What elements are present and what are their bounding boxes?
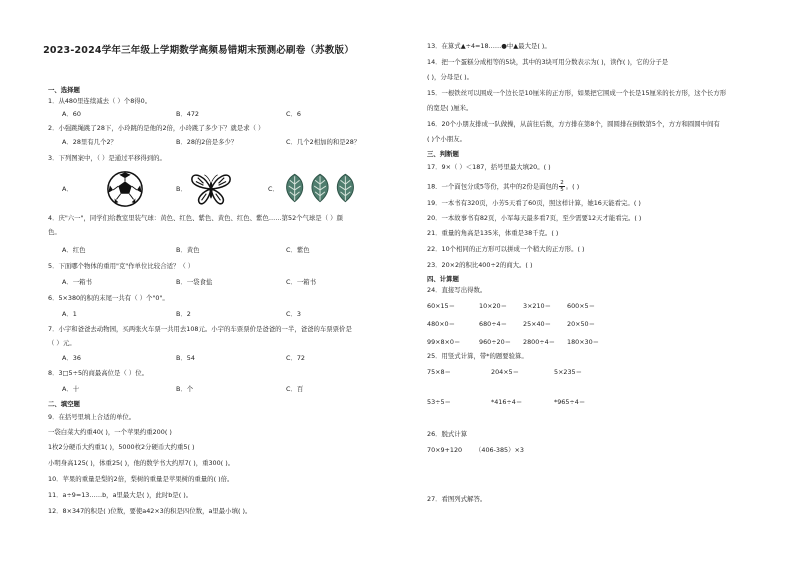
q24-row1-item1: 60×15＝ [427,302,456,310]
question-17: 17．9×（ ）＜187，括号里最大填20。( ) [427,163,551,171]
q24-row2-item3: 25×40＝ [523,320,552,328]
section-judge: 三、判断题 [427,150,459,158]
q7-option-c: C．72 [286,354,305,362]
question-16-cont: ( )个小朋友。 [427,135,466,143]
question-25: 25．用竖式计算，带*的题要验算。 [427,352,528,360]
q24-row3-item1: 99×8×0＝ [427,338,461,346]
fraction-numerator: 2 [560,180,564,186]
question-19: 19．一本书有320页，小芳5天看了60页，照这样计算，她16天能看完。( ) [427,199,641,207]
question-15-cont: 的宽是( )厘米。 [427,104,473,112]
q24-row3-item4: 180×30＝ [567,338,600,346]
q4-option-c: C．紫色 [286,246,310,254]
question-7-cont: （ ）元。 [48,339,76,347]
q5-option-b: B．一袋食盐 [176,278,213,286]
q8-option-a: A．十 [62,385,80,393]
fraction [559,180,565,193]
q1-option-a: A．60 [62,110,81,118]
question-9-line-2: 1枚2分硬币大约重1( )，5000枚2分硬币大约重5( ) [48,443,195,451]
q26-item1: 70×9+120 [427,446,463,454]
q8-option-b: B．个 [176,385,194,393]
question-10: 10．苹果的重量是梨的2倍，梨树的重量是苹果树的重量的( )倍。 [48,475,234,483]
question-2: 2．小强跳绳跳了28下，小玲跳的是他的2倍，小玲跳了多少下？就是求（ ） [48,124,265,132]
q24-row2-item4: 20×50＝ [567,320,596,328]
question-14: 14．把一个蛋糕分成相等的5块，其中的3块可用分数表示为( )，读作( )，它的分子是 [427,58,669,66]
q24-row1-item4: 600×5＝ [567,302,596,310]
q7-option-a: A．36 [62,354,81,362]
soccer-ball-icon [106,170,144,208]
question-11: 11．a÷9=13……b，a里最大是( )，此时b是( )。 [48,491,193,499]
question-14-cont: ( )，分母是( )。 [427,73,473,81]
q1-option-b: B．472 [176,110,199,118]
q25-row2-item1: 53÷5＝ [427,398,451,406]
question-4-cont: 色。 [48,228,61,236]
q24-row2-item1: 480×0＝ [427,320,456,328]
section-choice: 一、选择题 [48,86,80,94]
question-4: 4．庆"六一"，同学们给教室里装气球：黄色、红色、紫色、黄色、红色、紫色……第52个气球是（ ）颜 [48,214,343,222]
question-18 [427,180,579,193]
question-9: 9．在括号里填上合适的单位。 [48,413,136,421]
question-13: 13．在算式▲÷4=18……●中▲最大是( )。 [427,42,551,50]
question-7: 7．小宇和爸爸去动物园，买两张火车票一共用去108元。小宇的车票票价是爸爸的一半，爸爸的车票票价是 [48,325,352,333]
question-27: 27．看图列式解答。 [427,495,487,503]
q7-option-b: B．54 [176,354,195,362]
q2-option-c: C．几个2相加的和是28？ [286,138,361,146]
q4-option-b: B．黄色 [176,246,200,254]
q24-row1-item3: 3×210＝ [523,302,552,310]
q24-row3-item3: 2800÷4＝ [523,338,556,346]
page-title: 2023-2024学年三年级上学期数学高频易错期末预测必刷卷（苏教版） [43,45,354,56]
question-22: 22．10个相同的正方形可以拼成一个稍大的正方形。( ) [427,245,585,253]
q3-option-a: A． [62,185,73,193]
question-20: 20．一本故事书有82页，小军每天最多看7页，至少需要12天才能看完。( ) [427,214,642,222]
q3-option-b: B． [176,185,187,193]
q24-row1-item2: 10×20＝ [479,302,508,310]
question-5: 5．下面哪个物体的重用"克"作单位比较合适？（ ） [48,262,195,270]
q4-option-a: A．红色 [62,246,86,254]
q6-option-b: B．2 [176,310,191,318]
question-12: 12．8×347的积是( )位数，要使a42×3的积是四位数，a里最小填( )。 [48,507,252,515]
butterfly-icon [190,172,232,206]
question-26: 26．脱式计算 [427,430,468,438]
question-8: 8．3□5÷5的商最高位是（ ）位。 [48,369,148,377]
q5-option-a: A．一箱书 [62,278,92,286]
question-1: 1．从480里连续减去（ ）个8得0。 [48,97,152,105]
question-15: 15．一根铁丝可以围成一个边长是10厘米的正方形，如果把它围成一个长是15厘米的长方形，这个长方形 [427,89,727,97]
q25-row1-item1: 75×8＝ [427,368,451,376]
q6-option-c: C．3 [286,310,301,318]
q6-option-a: A．1 [62,310,77,318]
question-9-line-3: 小明身高125( )，体重25( )，他的数学书大约厚7( )，重300( )。 [48,459,235,467]
fraction-denominator: 5 [560,187,564,193]
q25-row2-item3: *965÷4＝ [554,398,586,406]
question-18-text: 18．一个面包分成5等份，其中的2份是面包的 [427,182,559,191]
q2-option-a: A．28里有几个2？ [62,138,117,146]
question-18-tail: 。( ) [565,182,580,191]
q26-item2: （406-385）×3 [475,446,524,454]
question-6: 6．5×380的积的末尾一共有（ ）个"0"。 [48,294,169,302]
q3-option-c: C． [268,185,279,193]
question-21: 21．重量的角高是135米，体重是38千克。( ) [427,229,559,237]
q2-option-b: B．28的2倍是多少？ [176,138,238,146]
q1-option-c: C．6 [286,110,301,118]
q25-row2-item2: *416÷4＝ [491,398,523,406]
q25-row1-item3: 5×235＝ [554,368,583,376]
question-23: 23．20×2的积比400÷2的商大。( ) [427,261,533,269]
q24-row3-item2: 960÷20＝ [479,338,512,346]
q8-option-c: C．百 [286,385,304,393]
q25-row1-item2: 204×5＝ [491,368,520,376]
question-3: 3．下列图案中，（ ）是通过平移得到的。 [48,154,166,162]
q5-option-c: C．一箱书 [286,278,317,286]
section-calc: 四、计算题 [427,275,459,283]
leaves-icon [282,172,360,204]
question-24: 24．直接写出得数。 [427,286,487,294]
question-16: 16．20个小朋友排成一队做操，从前往后数，方方排在第8个，圆圆排在倒数第5个，方方和圆圆中间有 [427,120,720,128]
section-fill: 二、填空题 [48,400,80,408]
question-9-line-1: 一袋白菜大约重40( )，一个苹果约重200( ) [48,428,172,436]
q24-row2-item2: 680÷4＝ [479,320,508,328]
